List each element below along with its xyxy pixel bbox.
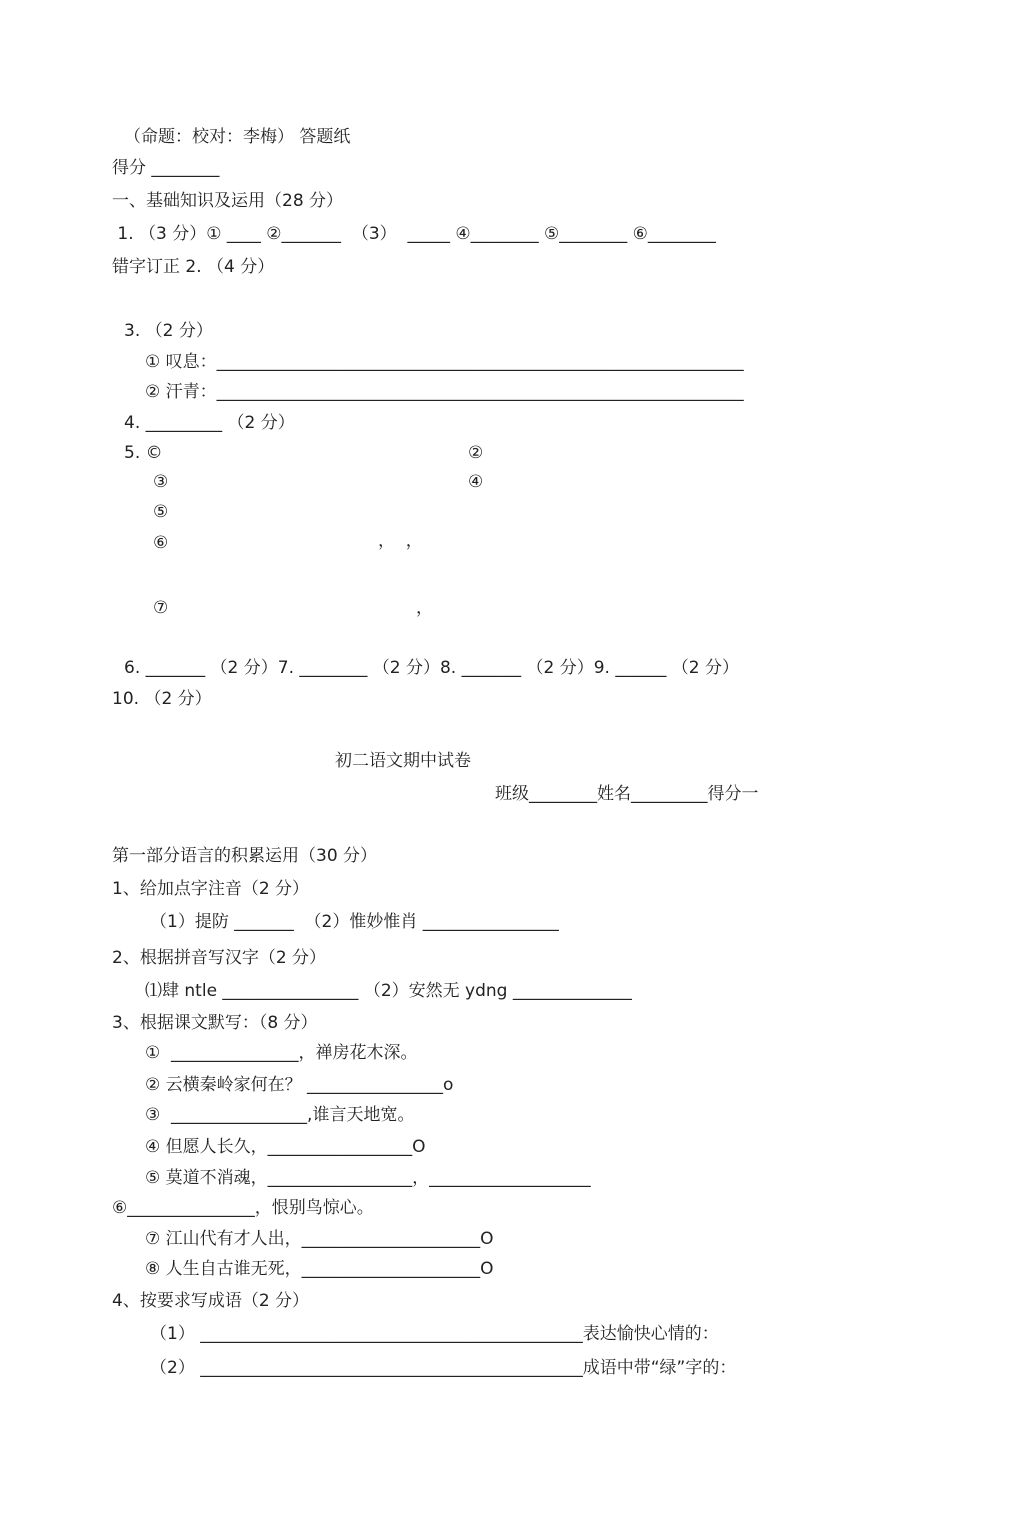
question-5-item-4: ④ — [468, 472, 484, 492]
exam-info-line: 班级________姓名_________得分一 — [495, 784, 759, 804]
exam-q1-items: （1）提防 _______ （2）惟妙惟肖 ________________ — [150, 912, 559, 932]
exam-q4-title: 4、按要求写成语（2 分） — [112, 1291, 310, 1311]
exam-q2-items: ⑴肆 ntle ________________ （2）安然无 ydng ______________ — [145, 981, 632, 1001]
question-1: 1. （3 分）① ____ ②_______ （3） _____ ④________ ⑤________ ⑥________ — [112, 224, 716, 244]
exam-q3-item-8: ⑧ 人生自古谁无死，_____________________O — [145, 1259, 494, 1279]
part1-title: 第一部分语言的积累运用（30 分） — [112, 846, 378, 866]
question-10: 10. （2 分） — [112, 689, 212, 709]
question-5-item-3: ③ — [153, 472, 169, 492]
exam-q3-item-2: ② 云横秦岭家何在？ ________________o — [145, 1075, 454, 1095]
question-5-item-6-mark: ， ， — [378, 531, 423, 551]
section1-title: 一、基础知识及运用（28 分） — [112, 191, 344, 211]
question-5-item-7-mark: ， — [416, 598, 433, 618]
question-5-item-5: ⑤ — [153, 502, 169, 522]
question-3-item-2: ② 汗青：______________________________________________________________ — [145, 382, 744, 402]
exam-q3-item-5: ⑤ 莫道不消魂，_________________，___________________ — [145, 1168, 591, 1188]
exam-q3-item-3: ③ ________________,谁言天地宽。 — [145, 1105, 415, 1125]
answer-sheet-header: （命题：校对：李梅） 答题纸 — [124, 127, 351, 147]
exam-q4-item-1: （1） _____________________________________________表达愉快心情的： — [150, 1324, 719, 1344]
exam-q4-item-2: （2） _____________________________________________成语中带“绿”字的： — [150, 1358, 737, 1378]
score-line: 得分 ________ — [112, 158, 220, 178]
exam-q3-item-7: ⑦ 江山代有才人出，_____________________O — [145, 1229, 494, 1249]
exam-q3-title: 3、根据课文默写：（8 分） — [112, 1013, 318, 1033]
question-5-item-7: ⑦ — [153, 598, 169, 618]
questions-6-to-9: 6. _______ （2 分）7. ________ （2 分）8. _______ （2 分）9. ______ （2 分） — [124, 658, 739, 678]
question-5-item-1: 5. © — [124, 443, 163, 463]
exam-q3-item-6: ⑥_______________，恨别鸟惊心。 — [112, 1198, 374, 1218]
exam-q3-item-4: ④ 但愿人长久，_________________O — [145, 1137, 426, 1157]
question-4: 4. _________ （2 分） — [124, 413, 295, 433]
exam-q3-item-1: ① _______________，禅房花木深。 — [145, 1043, 418, 1063]
question-2: 错字订正 2. （4 分） — [112, 257, 275, 277]
question-3-title: 3. （2 分） — [124, 321, 213, 341]
exam-title: 初二语文期中试卷 — [335, 751, 471, 771]
exam-q2-title: 2、根据拼音写汉字（2 分） — [112, 948, 327, 968]
question-5-item-2: ② — [468, 443, 484, 463]
exam-q1-title: 1、给加点字注音（2 分） — [112, 879, 310, 899]
question-5-item-6: ⑥ — [153, 533, 169, 553]
question-3-item-1: ① 叹息：______________________________________________________________ — [145, 352, 744, 372]
